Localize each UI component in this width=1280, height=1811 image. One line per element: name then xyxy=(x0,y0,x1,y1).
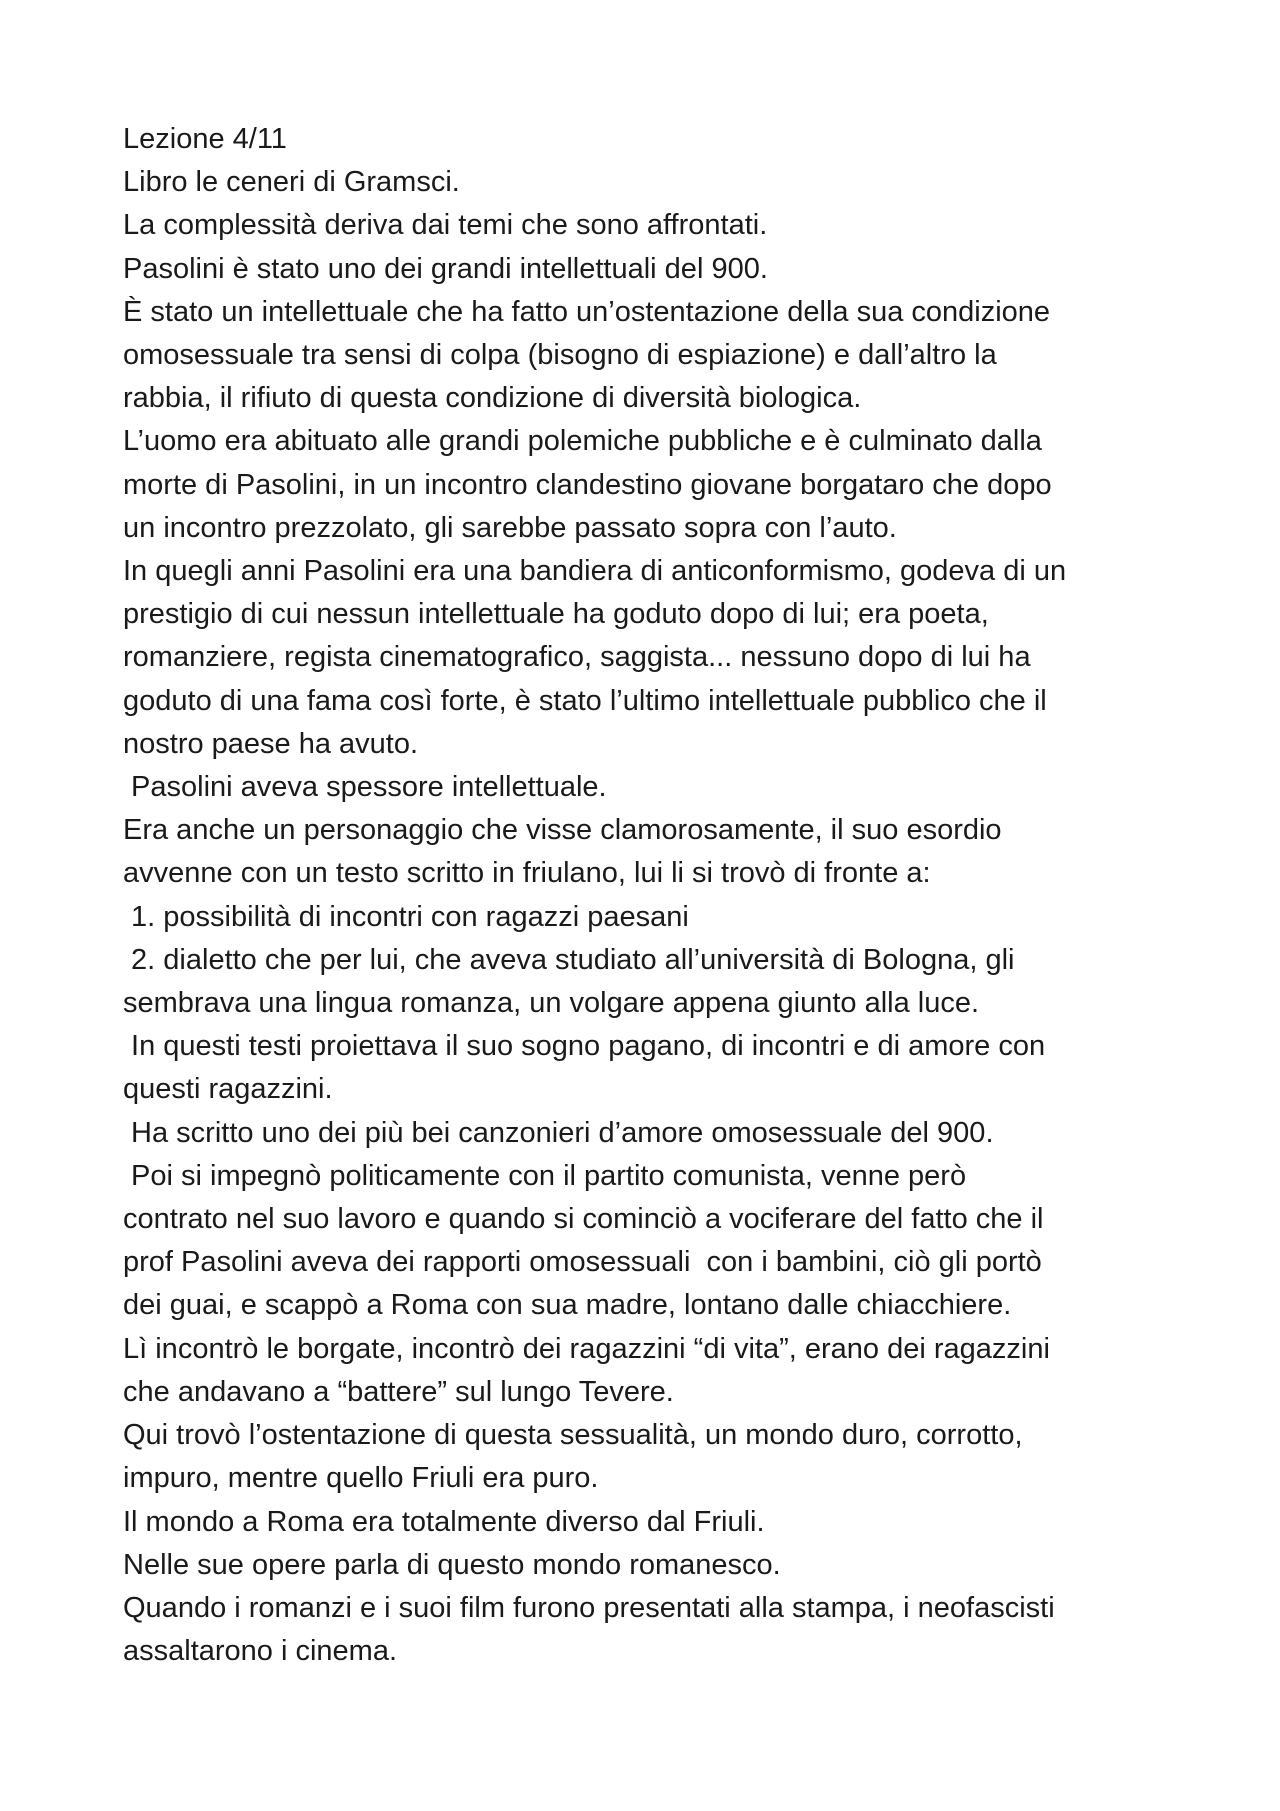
text-line-25: Poi si impegnò politicamente con il partito comunista, venne però xyxy=(123,1159,967,1192)
text-line-28: dei guai, e scappò a Roma con sua madre, lontano dalle chiacchiere. xyxy=(123,1289,1012,1322)
text-line-20: 2. dialetto che per lui, che aveva studiato all’università di Bologna, gli xyxy=(123,943,1015,976)
text-line-2: Libro le ceneri di Gramsci. xyxy=(123,166,460,199)
text-line-1: Lezione 4/11 xyxy=(123,123,287,155)
text-line-34: Nelle sue opere parla di questo mondo romanesco. xyxy=(123,1548,781,1581)
text-line-13: romanziere, regista cinematografico, saggista... nessuno dopo di lui ha xyxy=(123,641,1031,674)
text-line-31: Qui trovò l’ostentazione di questa sessualità, un mondo duro, corrotto, xyxy=(123,1419,1023,1452)
text-line-21: sembrava una lingua romanza, un volgare appena giunto alla luce. xyxy=(123,987,980,1020)
text-line-35: Quando i romanzi e i suoi film furono presentati alla stampa, i neofascisti xyxy=(123,1591,1055,1624)
text-line-26: contrato nel suo lavoro e quando si cominciò a vociferare del fatto che il xyxy=(123,1203,1044,1236)
text-line-14: goduto di una fama così forte, è stato l’ultimo intellettuale pubblico che il xyxy=(123,684,1047,717)
text-line-17: Era anche un personaggio che visse clamorosamente, il suo esordio xyxy=(123,814,1002,847)
text-line-24: Ha scritto uno dei più bei canzonieri d’amore omosessuale del 900. xyxy=(123,1116,994,1149)
text-line-6: omosessuale tra sensi di colpa (bisogno di espiazione) e dall’altro la xyxy=(123,339,997,372)
text-line-8: L’uomo era abituato alle grandi polemiche pubbliche e è culminato dalla xyxy=(123,425,1042,458)
lecture-notes-text xyxy=(123,118,1203,1673)
text-line-33: Il mondo a Roma era totalmente diverso dal Friuli. xyxy=(123,1505,765,1538)
text-line-11: In quegli anni Pasolini era una bandiera di anticonformismo, godeva di un xyxy=(123,555,1067,588)
text-line-29: Lì incontrò le borgate, incontrò dei ragazzini “di vita”, erano dei ragazzini xyxy=(123,1332,1050,1365)
text-line-30: che andavano a “battere” sul lungo Tevere. xyxy=(123,1375,674,1408)
text-line-16: Pasolini aveva spessore intellettuale. xyxy=(123,771,607,804)
text-line-27: prof Pasolini aveva dei rapporti omosessuali con i bambini, ciò gli portò xyxy=(123,1246,1042,1279)
text-line-9: morte di Pasolini, in un incontro clandestino giovane borgataro che dopo xyxy=(123,468,1052,501)
text-line-32: impuro, mentre quello Friuli era puro. xyxy=(123,1462,599,1495)
text-line-10: un incontro prezzolato, gli sarebbe passato sopra con l’auto. xyxy=(123,511,897,544)
text-line-7: rabbia, il rifiuto di questa condizione di diversità biologica. xyxy=(123,382,862,415)
text-line-23: questi ragazzini. xyxy=(123,1073,333,1106)
text-line-12: prestigio di cui nessun intellettuale ha goduto dopo di lui; era poeta, xyxy=(123,598,989,631)
text-line-15: nostro paese ha avuto. xyxy=(123,727,419,760)
text-line-3: La complessità deriva dai temi che sono affrontati. xyxy=(123,209,768,242)
text-line-22: In questi testi proiettava il suo sogno pagano, di incontri e di amore con xyxy=(123,1030,1046,1063)
text-line-36: assaltarono i cinema. xyxy=(123,1635,398,1668)
text-line-19: 1. possibilità di incontri con ragazzi paesani xyxy=(123,900,689,933)
text-line-4: Pasolini è stato uno dei grandi intellettuali del 900. xyxy=(123,252,768,285)
text-line-18: avvenne con un testo scritto in friulano, lui li si trovò di fronte a: xyxy=(123,857,931,890)
text-line-5: È stato un intellettuale che ha fatto un’ostentazione della sua condizione xyxy=(123,295,1051,328)
